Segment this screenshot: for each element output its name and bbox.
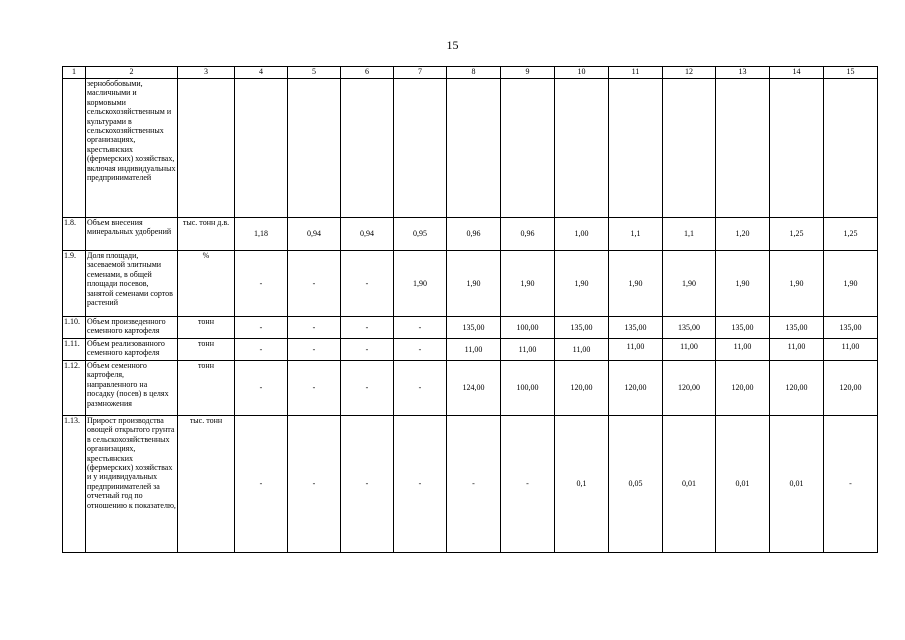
value-cell: 135,00 bbox=[609, 317, 663, 339]
value-cell: 1,90 bbox=[663, 251, 716, 317]
value-cell: 0,94 bbox=[288, 218, 341, 251]
column-number-cell: 6 bbox=[341, 67, 394, 79]
indicator-name-cell: Объем семенного картофеля, направленного на посадку (посев) в целях размножения bbox=[86, 361, 178, 416]
value-cell: 1,90 bbox=[394, 251, 447, 317]
column-number-cell: 4 bbox=[235, 67, 288, 79]
value-cell: 120,00 bbox=[770, 361, 824, 416]
value-cell: 1,18 bbox=[235, 218, 288, 251]
indicator-name-cell: Объем реализованного семенного картофеля bbox=[86, 339, 178, 361]
value-cell: 1,1 bbox=[663, 218, 716, 251]
value-cell: 11,00 bbox=[555, 339, 609, 361]
value-cell: 11,00 bbox=[447, 339, 501, 361]
value-cell: 120,00 bbox=[824, 361, 878, 416]
value-cell: 11,00 bbox=[824, 339, 878, 361]
value-cell: 120,00 bbox=[555, 361, 609, 416]
column-number-cell: 3 bbox=[178, 67, 235, 79]
value-cell: - bbox=[235, 361, 288, 416]
value-cell: 0,96 bbox=[501, 218, 555, 251]
unit-cell: тыс. тонн д.в. bbox=[178, 218, 235, 251]
value-cell: 100,00 bbox=[501, 317, 555, 339]
value-cell bbox=[235, 79, 288, 218]
value-cell: - bbox=[288, 339, 341, 361]
value-cell: - bbox=[394, 317, 447, 339]
value-cell: 135,00 bbox=[824, 317, 878, 339]
value-cell bbox=[555, 79, 609, 218]
value-cell bbox=[501, 79, 555, 218]
column-number-cell: 5 bbox=[288, 67, 341, 79]
value-cell: 135,00 bbox=[555, 317, 609, 339]
value-cell bbox=[824, 79, 878, 218]
value-cell: 1,20 bbox=[716, 218, 770, 251]
column-number-cell: 8 bbox=[447, 67, 501, 79]
table-row bbox=[63, 339, 878, 361]
indicator-name-cell: Объем внесения минеральных удобрений bbox=[86, 218, 178, 251]
indicator-number-cell: 1.13. bbox=[63, 416, 86, 553]
value-cell: - bbox=[341, 317, 394, 339]
value-cell bbox=[609, 79, 663, 218]
unit-cell: тыс. тонн bbox=[178, 416, 235, 553]
indicator-name-cell: Объем произведенного семенного картофеля bbox=[86, 317, 178, 339]
value-cell: 100,00 bbox=[501, 361, 555, 416]
header-row bbox=[63, 67, 878, 79]
value-cell: - bbox=[394, 339, 447, 361]
table-row bbox=[63, 317, 878, 339]
column-number-cell: 10 bbox=[555, 67, 609, 79]
unit-cell bbox=[178, 79, 235, 218]
value-cell: 11,00 bbox=[716, 339, 770, 361]
value-cell: 135,00 bbox=[663, 317, 716, 339]
value-cell: - bbox=[235, 251, 288, 317]
value-cell: - bbox=[341, 251, 394, 317]
column-number-cell: 2 bbox=[86, 67, 178, 79]
value-cell: - bbox=[394, 361, 447, 416]
indicator-number-cell: 1.12. bbox=[63, 361, 86, 416]
value-cell bbox=[288, 79, 341, 218]
value-cell: 1,25 bbox=[770, 218, 824, 251]
indicator-table bbox=[62, 66, 878, 553]
indicator-number-cell: 1.10. bbox=[63, 317, 86, 339]
value-cell: - bbox=[447, 416, 501, 553]
value-cell: - bbox=[341, 339, 394, 361]
value-cell bbox=[394, 79, 447, 218]
value-cell: - bbox=[288, 317, 341, 339]
value-cell: 1,25 bbox=[824, 218, 878, 251]
value-cell: 11,00 bbox=[501, 339, 555, 361]
value-cell: 1,90 bbox=[501, 251, 555, 317]
value-cell: - bbox=[235, 339, 288, 361]
column-number-cell: 9 bbox=[501, 67, 555, 79]
value-cell: 1,90 bbox=[824, 251, 878, 317]
page-number: 15 bbox=[446, 38, 459, 52]
value-cell: 0,01 bbox=[663, 416, 716, 553]
value-cell: 1,90 bbox=[555, 251, 609, 317]
value-cell: 1,90 bbox=[770, 251, 824, 317]
value-cell: 11,00 bbox=[663, 339, 716, 361]
value-cell: 11,00 bbox=[609, 339, 663, 361]
table-row bbox=[63, 361, 878, 416]
value-cell: 0,96 bbox=[447, 218, 501, 251]
value-cell: 0,01 bbox=[770, 416, 824, 553]
unit-cell: тонн bbox=[178, 317, 235, 339]
value-cell: 0,95 bbox=[394, 218, 447, 251]
column-number-cell: 11 bbox=[609, 67, 663, 79]
indicator-name-cell: Прирост производства овощей открытого грунта в сельскохозяйственных организациях, крестьянских (фермерских) хозяйствах и у индивидуальных предпринимателей за отчетный год по отношению к показателю, bbox=[86, 416, 178, 553]
value-cell: - bbox=[341, 416, 394, 553]
value-cell: - bbox=[288, 361, 341, 416]
value-cell: 0,01 bbox=[716, 416, 770, 553]
value-cell: 135,00 bbox=[770, 317, 824, 339]
value-cell bbox=[770, 79, 824, 218]
value-cell: - bbox=[288, 416, 341, 553]
column-number-cell: 12 bbox=[663, 67, 716, 79]
value-cell: - bbox=[341, 361, 394, 416]
value-cell: 135,00 bbox=[447, 317, 501, 339]
value-cell: - bbox=[288, 251, 341, 317]
value-cell: 135,00 bbox=[716, 317, 770, 339]
value-cell: 1,1 bbox=[609, 218, 663, 251]
value-cell: 11,00 bbox=[770, 339, 824, 361]
value-cell: - bbox=[235, 416, 288, 553]
table-row bbox=[63, 79, 878, 218]
column-number-cell: 14 bbox=[770, 67, 824, 79]
indicator-number-cell: 1.9. bbox=[63, 251, 86, 317]
value-cell: 1,00 bbox=[555, 218, 609, 251]
unit-cell: тонн bbox=[178, 361, 235, 416]
value-cell: 120,00 bbox=[609, 361, 663, 416]
value-cell: 124,00 bbox=[447, 361, 501, 416]
value-cell: 1,90 bbox=[447, 251, 501, 317]
unit-cell: % bbox=[178, 251, 235, 317]
value-cell: 0,1 bbox=[555, 416, 609, 553]
indicator-number-cell: 1.11. bbox=[63, 339, 86, 361]
value-cell: - bbox=[394, 416, 447, 553]
value-cell: 120,00 bbox=[663, 361, 716, 416]
value-cell bbox=[663, 79, 716, 218]
column-number-cell: 13 bbox=[716, 67, 770, 79]
table-row bbox=[63, 251, 878, 317]
indicator-name-cell: зернобобовыми, масличными и кормовыми сельскохозяйственным и культурами в сельскохозяйственных организациях, крестьянских (фермерских) хозяйствах, включая индивидуальных предпринимателей bbox=[86, 79, 178, 218]
table-row bbox=[63, 416, 878, 553]
value-cell bbox=[447, 79, 501, 218]
value-cell bbox=[341, 79, 394, 218]
column-number-cell: 7 bbox=[394, 67, 447, 79]
unit-cell: тонн bbox=[178, 339, 235, 361]
value-cell: 120,00 bbox=[716, 361, 770, 416]
value-cell: 1,90 bbox=[609, 251, 663, 317]
indicator-number-cell: 1.8. bbox=[63, 218, 86, 251]
value-cell: - bbox=[824, 416, 878, 553]
indicator-number-cell bbox=[63, 79, 86, 218]
value-cell bbox=[716, 79, 770, 218]
value-cell: 0,05 bbox=[609, 416, 663, 553]
column-number-cell: 15 bbox=[824, 67, 878, 79]
column-number-cell: 1 bbox=[63, 67, 86, 79]
value-cell: - bbox=[501, 416, 555, 553]
value-cell: - bbox=[235, 317, 288, 339]
value-cell: 0,94 bbox=[341, 218, 394, 251]
table-row bbox=[63, 218, 878, 251]
indicator-name-cell: Доля площади, засеваемой элитными семенами, в общей площади посевов, занятой семенами сортов растений bbox=[86, 251, 178, 317]
value-cell: 1,90 bbox=[716, 251, 770, 317]
